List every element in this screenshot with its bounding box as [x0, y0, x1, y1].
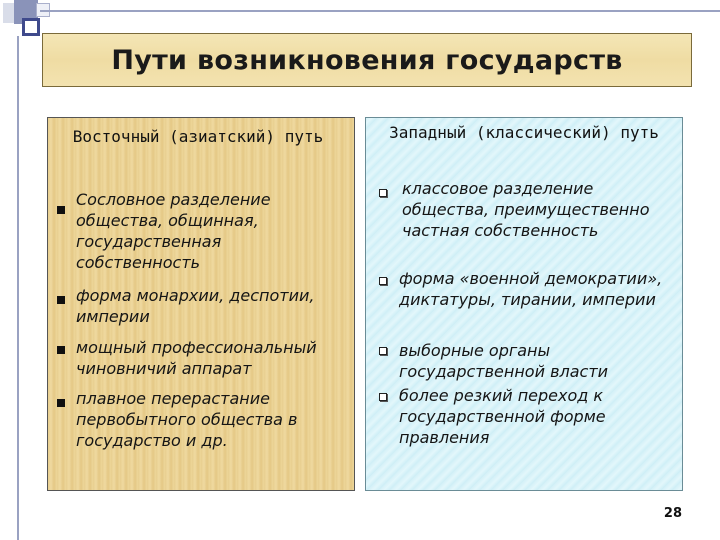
square-bullet-icon: [57, 206, 65, 214]
hollow-square-bullet-icon: [379, 347, 387, 355]
western-path-item: более резкий переход к государственной форме правления: [399, 386, 606, 447]
hollow-square-bullet-icon: [379, 189, 387, 197]
eastern-path-item: плавное перерастание первобытного общества в государство и др.: [76, 389, 298, 450]
square-bullet-icon: [57, 346, 65, 354]
eastern-path-item: мощный профессиональный чиновничий аппарат: [76, 338, 317, 378]
corner-square-decoration: [22, 18, 40, 36]
top-rule-line: [40, 10, 720, 12]
eastern-path-item: форма монархии, деспотии, империи: [76, 286, 315, 326]
hollow-square-bullet-icon: [379, 277, 387, 285]
slide-title-box: [42, 33, 692, 87]
hollow-square-bullet-icon: [379, 393, 387, 401]
western-path-item: классовое разделение общества, преимущественно частная собственность: [402, 179, 650, 240]
western-path-item: форма «военной демократии», диктатуры, тирании, империи: [399, 269, 663, 309]
western-path-item: выборные органы государственной власти: [399, 341, 609, 381]
eastern-path-heading: Восточный (азиатский) путь: [72, 127, 324, 146]
page-number: 28: [663, 506, 682, 521]
slide-title: Пути возникновения государств: [111, 44, 623, 76]
western-path-panel: [365, 117, 683, 491]
square-bullet-icon: [57, 296, 65, 304]
western-path-heading: Западный (классический) путь: [389, 123, 659, 142]
eastern-path-panel: [47, 117, 355, 491]
square-bullet-icon: [57, 399, 65, 407]
left-rule-line: [17, 36, 19, 540]
eastern-path-item: Сословное разделение общества, общинная, государственная собственность: [76, 190, 271, 272]
